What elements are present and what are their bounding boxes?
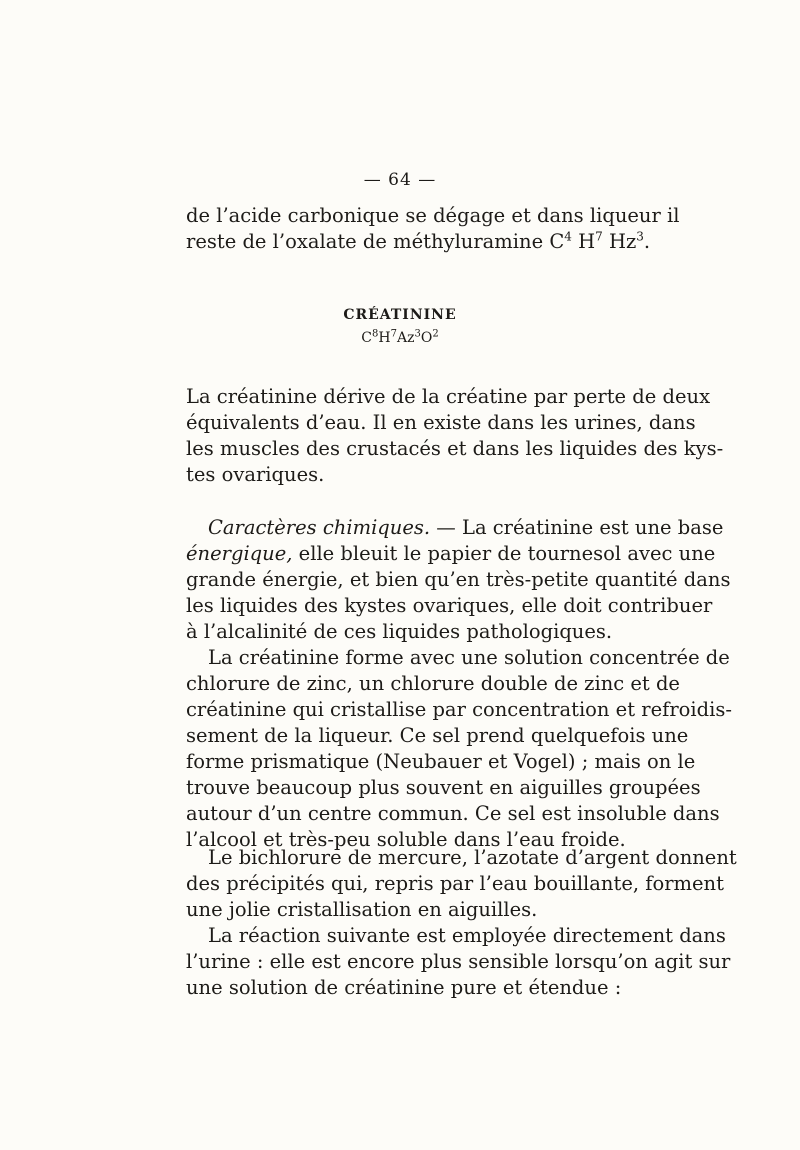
- text-line: créatinine qui cristallise par concentration et refroidis-: [186, 698, 732, 721]
- text-line: La créatinine forme avec une solution concentrée de: [208, 646, 730, 669]
- text-line-formula: reste de l’oxalate de méthyluramine $C^4$ $H^7$ Hz$^3$.: [186, 229, 651, 253]
- text-line: une jolie cristallisation en aiguilles.: [186, 898, 538, 921]
- section-title: CRÉATININE: [343, 307, 457, 323]
- text-line: chlorure de zinc, un chlorure double de zinc et de: [186, 672, 680, 695]
- paragraph-zinc-chloride: [186, 645, 732, 853]
- text-line: autour d’un centre commun. Ce sel est insoluble dans: [186, 802, 720, 825]
- paragraph-chemical-characters: [186, 515, 731, 645]
- text-line: trouve beaucoup plus souvent en aiguilles groupées: [186, 776, 701, 799]
- text-line: tes ovariques.: [186, 463, 325, 486]
- text-line: La réaction suivante est employée directement dans: [208, 924, 726, 947]
- text-line: équivalents d’eau. Il en existe dans les urines, dans: [186, 411, 696, 434]
- subheading: Caractères chimiques.: [208, 516, 431, 539]
- text-line: La créatinine dérive de la créatine par perte de deux: [186, 385, 711, 408]
- paragraph-mercury: [186, 845, 737, 923]
- text-line: énergique, elle bleuit le papier de tournesol avec une: [186, 542, 716, 565]
- text-line: l’alcool et très-peu soluble dans l’eau froide.: [186, 828, 626, 851]
- text-line: forme prismatique (Neubauer et Vogel) ; mais on le: [186, 750, 696, 773]
- text-line: Caractères chimiques. — La créatinine est une base: [208, 516, 724, 539]
- text-line: les muscles des crustacés et dans les liquides des kys-: [186, 437, 724, 460]
- text-line: des précipités qui, repris par l’eau bouillante, forment: [186, 872, 724, 895]
- paragraph-intro: [186, 203, 680, 255]
- text-line: les liquides des kystes ovariques, elle doit contribuer: [186, 594, 713, 617]
- paragraph-definition: [186, 384, 724, 488]
- text-line: une solution de créatinine pure et étendue :: [186, 976, 622, 999]
- page-number: — 64 —: [363, 170, 437, 190]
- text-line: grande énergie, et bien qu’en très-petite quantité dans: [186, 568, 731, 591]
- chemical-formula: $C^8H^7Az^3O^2$: [361, 328, 439, 346]
- paragraph-reaction: [186, 923, 731, 1001]
- text-line: sement de la liqueur. Ce sel prend quelquefois une: [186, 724, 689, 747]
- text-line: Le bichlorure de mercure, l’azotate d’argent donnent: [208, 846, 737, 869]
- text-line: de l’acide carbonique se dégage et dans liqueur il: [186, 204, 680, 227]
- text-line: à l’alcalinité de ces liquides pathologiques.: [186, 620, 613, 643]
- text-line: l’urine : elle est encore plus sensible lorsqu’on agit sur: [186, 950, 731, 973]
